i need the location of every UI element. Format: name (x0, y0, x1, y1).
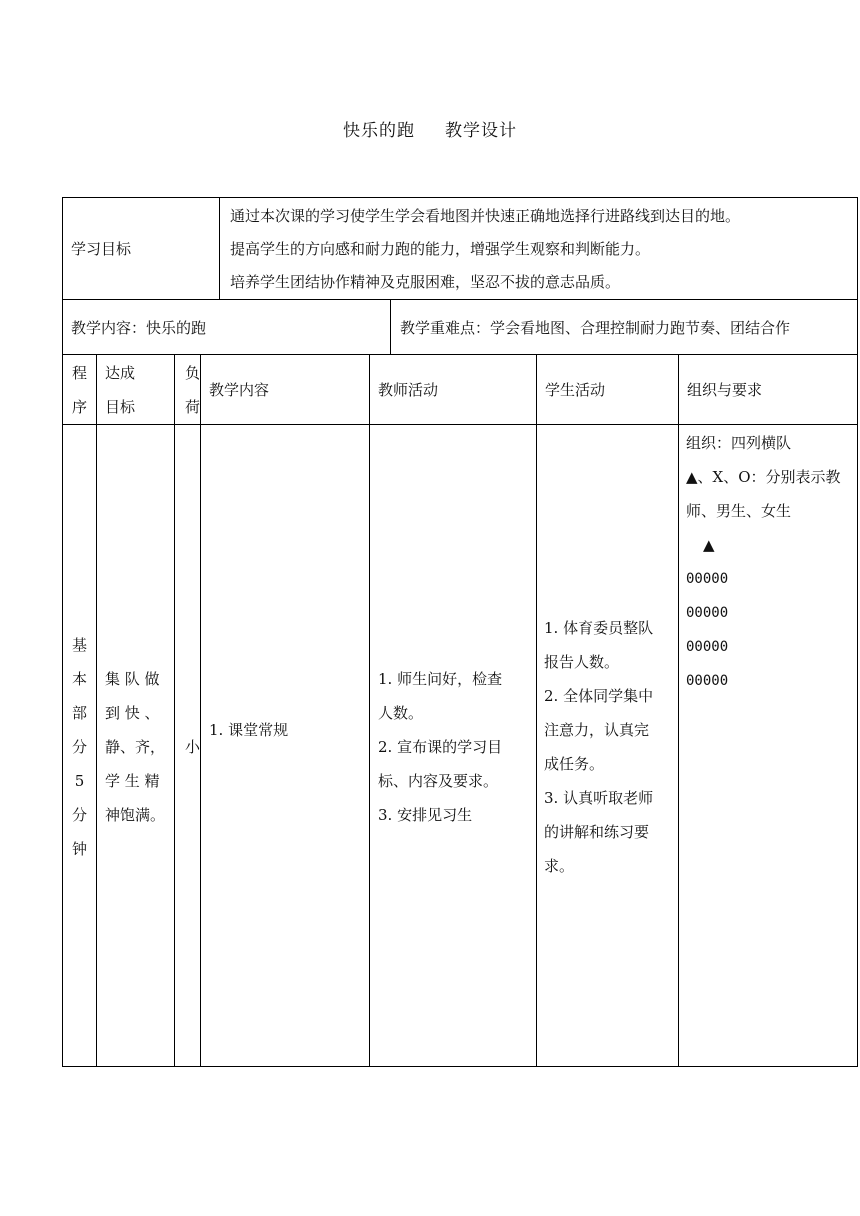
header-load-2: 荷 (184, 398, 200, 416)
teacher-line: 人数。 (378, 704, 424, 722)
teacher-line: 3. 安排见习生 (378, 806, 473, 824)
teaching-content-summary: 教学内容：快乐的跑 (71, 319, 207, 337)
teacher-line: 1. 师生问好，检查 (378, 670, 503, 688)
organization-body-cell (678, 424, 858, 1067)
student-line: 求。 (544, 857, 575, 875)
key-points-cell (390, 299, 858, 355)
header-sequence-cell (62, 354, 97, 425)
formation-row: 00000 (686, 673, 729, 689)
teacher-body-cell (369, 424, 537, 1067)
sequence-char: 分 (71, 738, 87, 756)
student-body-cell (536, 424, 679, 1067)
load-cell (174, 424, 201, 1067)
sequence-cell (62, 424, 97, 1067)
teacher-line: 标、内容及要求。 (378, 772, 499, 790)
key-points: 教学重难点：学会看地图、合理控制耐力跑节奏、团结合作 (400, 319, 791, 337)
student-line: 3. 认真听取老师 (544, 789, 654, 807)
objectives-label-cell (62, 197, 220, 300)
teacher-triangle-icon: ▲ (703, 536, 715, 554)
header-load-1: 负 (184, 364, 200, 382)
header-teaching-content: 教学内容 (209, 381, 270, 399)
header-sequence-2: 序 (71, 398, 87, 416)
sequence-char: 5 (74, 772, 85, 790)
header-sequence-1: 程 (71, 364, 87, 382)
organization-line: ▲、X、O：分别表示教 (686, 468, 841, 486)
header-goal-1: 达成 (105, 364, 136, 382)
header-teacher-cell (369, 354, 537, 425)
header-load-cell (174, 354, 201, 425)
header-student: 学生活动 (545, 381, 606, 399)
header-goal-cell (96, 354, 175, 425)
sequence-char: 部 (71, 704, 87, 722)
goal-line: 到 快 、 (105, 704, 160, 722)
content-cell (62, 299, 391, 355)
title-sub: 教学设计 (445, 121, 517, 141)
objective-line-3: 培养学生团结协作精神及克服困难，坚忍不拔的意志品质。 (230, 273, 621, 291)
goal-line: 神饱满。 (105, 806, 166, 824)
organization-line: 组织：四列横队 (686, 434, 792, 452)
goal-line: 集 队 做 (105, 670, 160, 688)
objective-line-2: 提高学生的方向感和耐力跑的能力，增强学生观察和判断能力。 (230, 240, 651, 258)
sequence-char: 本 (71, 670, 87, 688)
content-body-cell (200, 424, 370, 1067)
student-line: 报告人数。 (544, 653, 620, 671)
student-line: 2. 全体同学集中 (544, 687, 654, 705)
objective-line-1: 通过本次课的学习使学生学会看地图并快速正确地选择行进路线到达目的地。 (230, 207, 741, 225)
goal-cell (96, 424, 175, 1067)
goal-line: 学 生 精 (105, 772, 160, 790)
header-student-cell (536, 354, 679, 425)
organization-line: 师、男生、女生 (686, 502, 792, 520)
sequence-char: 钟 (71, 840, 87, 858)
student-line: 的讲解和练习要 (544, 823, 650, 841)
teacher-line: 2. 宣布课的学习目 (378, 738, 503, 756)
student-line: 成任务。 (544, 755, 605, 773)
document-title (0, 116, 860, 141)
teaching-content-item: 1. 课堂常规 (209, 721, 289, 739)
sequence-char: 基 (71, 636, 87, 654)
load-value: 小 (184, 738, 200, 756)
header-organization: 组织与要求 (687, 381, 763, 399)
objectives-content-cell (219, 197, 858, 300)
formation-row: 00000 (686, 639, 729, 655)
header-teacher: 教师活动 (378, 381, 439, 399)
header-goal-2: 目标 (105, 398, 136, 416)
title-main: 快乐的跑 (343, 121, 415, 141)
formation-row: 00000 (686, 605, 729, 621)
header-content-cell (200, 354, 370, 425)
goal-line: 静、齐， (105, 738, 166, 756)
student-line: 注意力，认真完 (544, 721, 650, 739)
student-line: 1. 体育委员整队 (544, 619, 654, 637)
sequence-char: 分 (71, 806, 87, 824)
header-organization-cell (678, 354, 858, 425)
formation-row: 00000 (686, 571, 729, 587)
objectives-label: 学习目标 (71, 240, 132, 258)
